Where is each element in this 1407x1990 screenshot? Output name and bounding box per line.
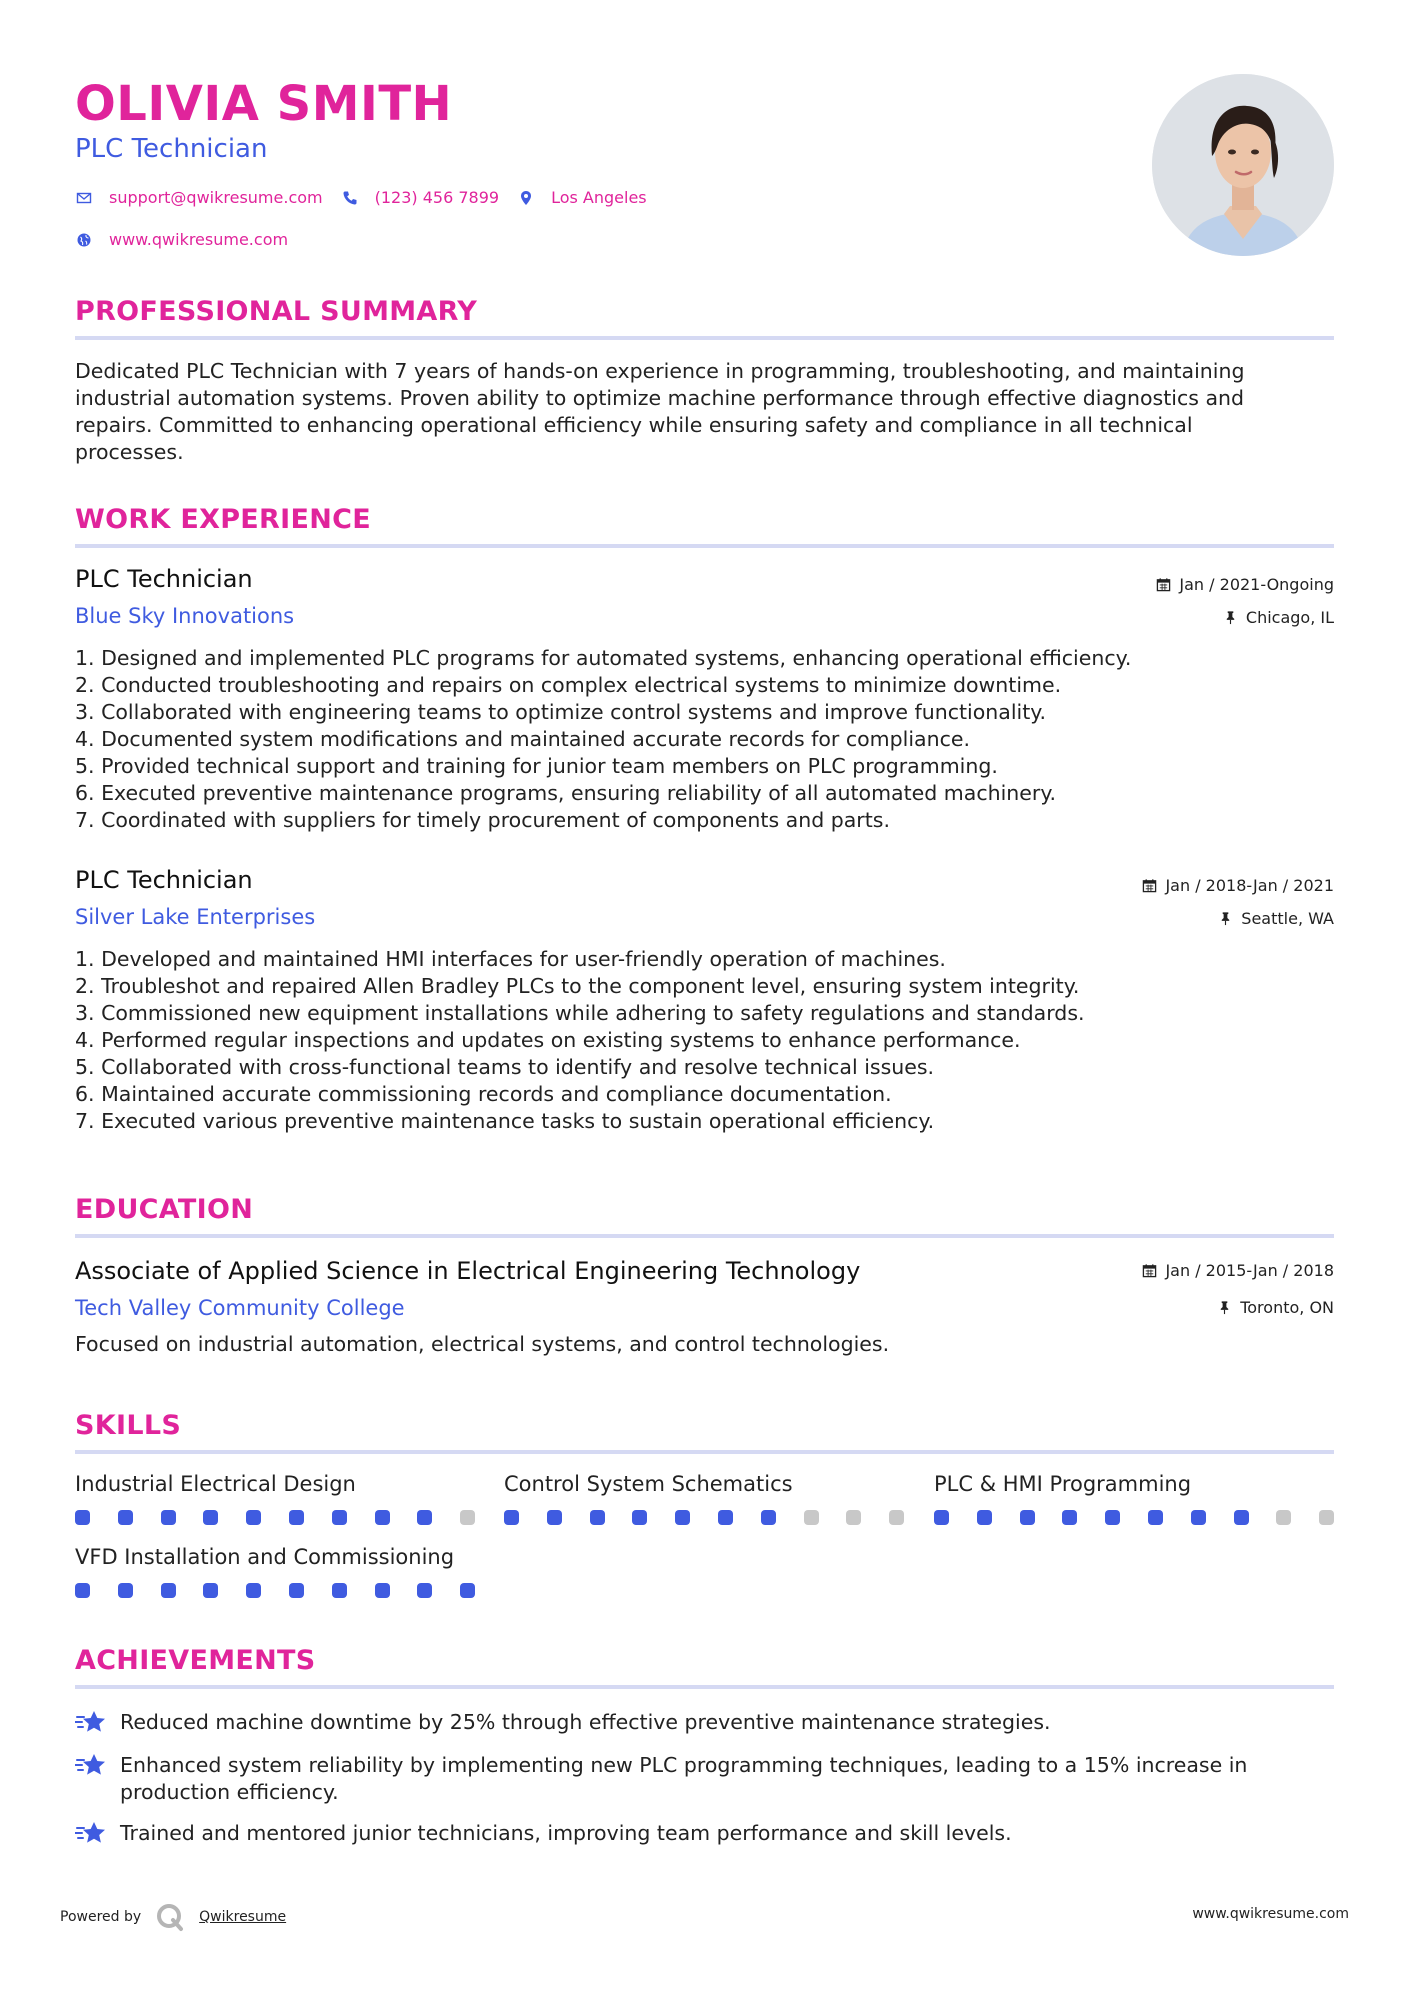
star-badge-icon xyxy=(75,1820,107,1848)
job-title: PLC Technician xyxy=(75,565,253,593)
skill-dot-empty xyxy=(460,1510,475,1525)
job-bullets xyxy=(75,946,1315,1135)
skill-rating xyxy=(504,1510,932,1525)
achievements-heading: ACHIEVEMENTS xyxy=(75,1645,316,1676)
skill-dot-filled xyxy=(1105,1510,1120,1525)
education-location-text: Toronto, ON xyxy=(1240,1298,1334,1317)
website-text: www.qwikresume.com xyxy=(109,230,289,249)
skills-heading: SKILLS xyxy=(75,1410,182,1441)
skill-dot-filled xyxy=(504,1510,519,1525)
map-pin-icon xyxy=(517,189,535,207)
skill-dot-filled xyxy=(1191,1510,1206,1525)
list-item: 1. Developed and maintained HMI interfaces for user-friendly operation of machines. xyxy=(75,947,946,971)
email-text: support@qwikresume.com xyxy=(109,188,323,207)
skill-dot-filled xyxy=(675,1510,690,1525)
skill-dot-empty xyxy=(1319,1510,1334,1525)
section-divider xyxy=(75,1450,1334,1454)
profile-photo xyxy=(1152,74,1334,256)
job-company: Blue Sky Innovations xyxy=(75,604,295,628)
achievement-text: Trained and mentored junior technicians, improving team performance and skill levels. xyxy=(120,1821,1012,1845)
skill-name: Industrial Electrical Design xyxy=(75,1472,356,1496)
list-item: 7. Executed various preventive maintenance tasks to sustain operational efficiency. xyxy=(75,1109,935,1133)
achievement-item xyxy=(75,1752,1315,1806)
envelope-icon xyxy=(75,189,93,207)
pushpin-icon xyxy=(1223,610,1238,625)
star-badge-icon xyxy=(75,1752,107,1780)
skill-dot-filled xyxy=(1020,1510,1035,1525)
globe-icon xyxy=(75,231,93,249)
education-description: Focused on industrial automation, electrical systems, and control technologies. xyxy=(75,1332,890,1356)
skill-dot-filled xyxy=(718,1510,733,1525)
skill-dot-filled xyxy=(417,1510,432,1525)
job-location-text: Seattle, WA xyxy=(1241,909,1334,928)
candidate-name: OLIVIA SMITH xyxy=(75,76,453,132)
calendar-icon xyxy=(1156,577,1171,592)
job-location xyxy=(1223,608,1334,627)
list-item: 4. Performed regular inspections and updates on existing systems to enhance performance. xyxy=(75,1028,1021,1052)
summary-heading: PROFESSIONAL SUMMARY xyxy=(75,296,478,327)
job-company: Silver Lake Enterprises xyxy=(75,905,316,929)
list-item: 6. Maintained accurate commissioning records and compliance documentation. xyxy=(75,1082,892,1106)
job-dates-text: Jan / 2018-Jan / 2021 xyxy=(1165,876,1334,895)
phone-icon xyxy=(341,189,359,207)
education-heading: EDUCATION xyxy=(75,1194,254,1225)
star-badge-icon xyxy=(75,1709,107,1737)
list-item: 6. Executed preventive maintenance programs, ensuring reliability of all automated machinery. xyxy=(75,781,1057,805)
experience-heading: WORK EXPERIENCE xyxy=(75,504,371,535)
achievement-text: Reduced machine downtime by 25% through effective preventive maintenance strategies. xyxy=(120,1710,1051,1734)
skill-name: Control System Schematics xyxy=(504,1472,793,1496)
achievement-item xyxy=(75,1709,1315,1737)
pushpin-icon xyxy=(1217,1300,1232,1315)
phone-text: (123) 456 7899 xyxy=(374,188,500,207)
skill-dot-filled xyxy=(203,1583,218,1598)
skill-dot-empty xyxy=(889,1510,904,1525)
skill-name: VFD Installation and Commissioning xyxy=(75,1545,455,1569)
skill-dot-filled xyxy=(289,1510,304,1525)
job-dates-text: Jan / 2021-Ongoing xyxy=(1179,575,1334,594)
calendar-icon xyxy=(1142,878,1157,893)
section-divider xyxy=(75,1234,1334,1238)
skill-dot-filled xyxy=(375,1510,390,1525)
skill-dot-filled xyxy=(417,1583,432,1598)
education-location xyxy=(1217,1298,1334,1317)
list-item: 2. Conducted troubleshooting and repairs on complex electrical systems to minimize downtime. xyxy=(75,673,1062,697)
skill-dot-filled xyxy=(547,1510,562,1525)
skill-name: PLC & HMI Programming xyxy=(934,1472,1192,1496)
list-item: 2. Troubleshot and repaired Allen Bradley PLCs to the component level, ensuring system integrity. xyxy=(75,974,1080,998)
skill-dot-filled xyxy=(332,1583,347,1598)
skill-dot-empty xyxy=(846,1510,861,1525)
job-title: PLC Technician xyxy=(75,866,253,894)
skill-dot-filled xyxy=(761,1510,776,1525)
skill-dot-filled xyxy=(246,1583,261,1598)
job-dates xyxy=(1142,876,1334,895)
job-location xyxy=(1218,909,1334,928)
skill-dot-filled xyxy=(161,1510,176,1525)
skill-rating xyxy=(75,1510,503,1525)
list-item: 3. Commissioned new equipment installations while adhering to safety regulations and standards. xyxy=(75,1001,1085,1025)
skill-dot-filled xyxy=(246,1510,261,1525)
skill-dot-filled xyxy=(203,1510,218,1525)
section-divider xyxy=(75,1685,1334,1689)
school-name: Tech Valley Community College xyxy=(75,1296,405,1320)
section-divider xyxy=(75,544,1334,548)
skill-dot-filled xyxy=(1234,1510,1249,1525)
skill-dot-filled xyxy=(75,1510,90,1525)
achievement-item xyxy=(75,1820,1315,1848)
contact-email[interactable] xyxy=(75,188,323,207)
skill-dot-filled xyxy=(632,1510,647,1525)
skill-rating xyxy=(934,1510,1362,1525)
skill-dot-filled xyxy=(118,1510,133,1525)
skill-dot-filled xyxy=(1062,1510,1077,1525)
powered-by-label: Powered by xyxy=(60,1909,142,1925)
job-location-text: Chicago, IL xyxy=(1245,608,1334,627)
qwikresume-link[interactable]: Qwikresume xyxy=(199,1909,287,1925)
skill-dot-filled xyxy=(289,1583,304,1598)
skill-rating xyxy=(75,1583,503,1598)
skill-dot-filled xyxy=(934,1510,949,1525)
skill-dot-empty xyxy=(804,1510,819,1525)
skill-dot-filled xyxy=(118,1583,133,1598)
contact-row xyxy=(75,188,665,207)
skill-dot-filled xyxy=(977,1510,992,1525)
contact-row-website xyxy=(75,230,306,249)
education-dates xyxy=(1142,1261,1334,1280)
skill-dot-filled xyxy=(375,1583,390,1598)
list-item: 1. Designed and implemented PLC programs for automated systems, enhancing operational efficiency. xyxy=(75,646,1132,670)
job-dates xyxy=(1156,575,1334,594)
candidate-role: PLC Technician xyxy=(75,134,268,164)
list-item: 3. Collaborated with engineering teams to optimize control systems and improve functionality. xyxy=(75,700,1046,724)
education-dates-text: Jan / 2015-Jan / 2018 xyxy=(1165,1261,1334,1280)
summary-text: Dedicated PLC Technician with 7 years of hands-on experience in programming, troubleshooting, and maintaining industrial automation systems. Proven ability to optimize machine performance through effective diagnostics and repairs. Committed to enhancing operational efficiency while ensuring safety and compliance in all technical processes. xyxy=(75,359,1245,464)
degree-title: Associate of Applied Science in Electrical Engineering Technology xyxy=(75,1257,861,1285)
achievement-text: Enhanced system reliability by implementing new PLC programming techniques, leading to a 15% increase in production efficiency. xyxy=(120,1753,1248,1804)
list-item: 7. Coordinated with suppliers for timely procurement of components and parts. xyxy=(75,808,890,832)
location-text: Los Angeles xyxy=(551,188,647,207)
section-divider xyxy=(75,336,1334,340)
skill-dot-filled xyxy=(460,1583,475,1598)
skill-dot-empty xyxy=(1276,1510,1291,1525)
skill-dot-filled xyxy=(332,1510,347,1525)
list-item: 4. Documented system modifications and maintained accurate records for compliance. xyxy=(75,727,970,751)
skill-dot-filled xyxy=(1148,1510,1163,1525)
pushpin-icon xyxy=(1218,911,1233,926)
footer-powered-by xyxy=(60,1902,286,1932)
job-bullets xyxy=(75,645,1315,834)
footer-site[interactable]: www.qwikresume.com xyxy=(1192,1906,1349,1922)
contact-phone[interactable] xyxy=(341,188,499,207)
list-item: 5. Collaborated with cross-functional teams to identify and resolve technical issues. xyxy=(75,1055,935,1079)
contact-website[interactable] xyxy=(75,230,288,249)
qwikresume-logo-icon xyxy=(155,1902,185,1932)
skill-dot-filled xyxy=(590,1510,605,1525)
contact-location xyxy=(517,188,647,207)
list-item: 5. Provided technical support and training for junior team members on PLC programming. xyxy=(75,754,998,778)
skill-dot-filled xyxy=(75,1583,90,1598)
calendar-icon xyxy=(1142,1263,1157,1278)
skill-dot-filled xyxy=(161,1583,176,1598)
